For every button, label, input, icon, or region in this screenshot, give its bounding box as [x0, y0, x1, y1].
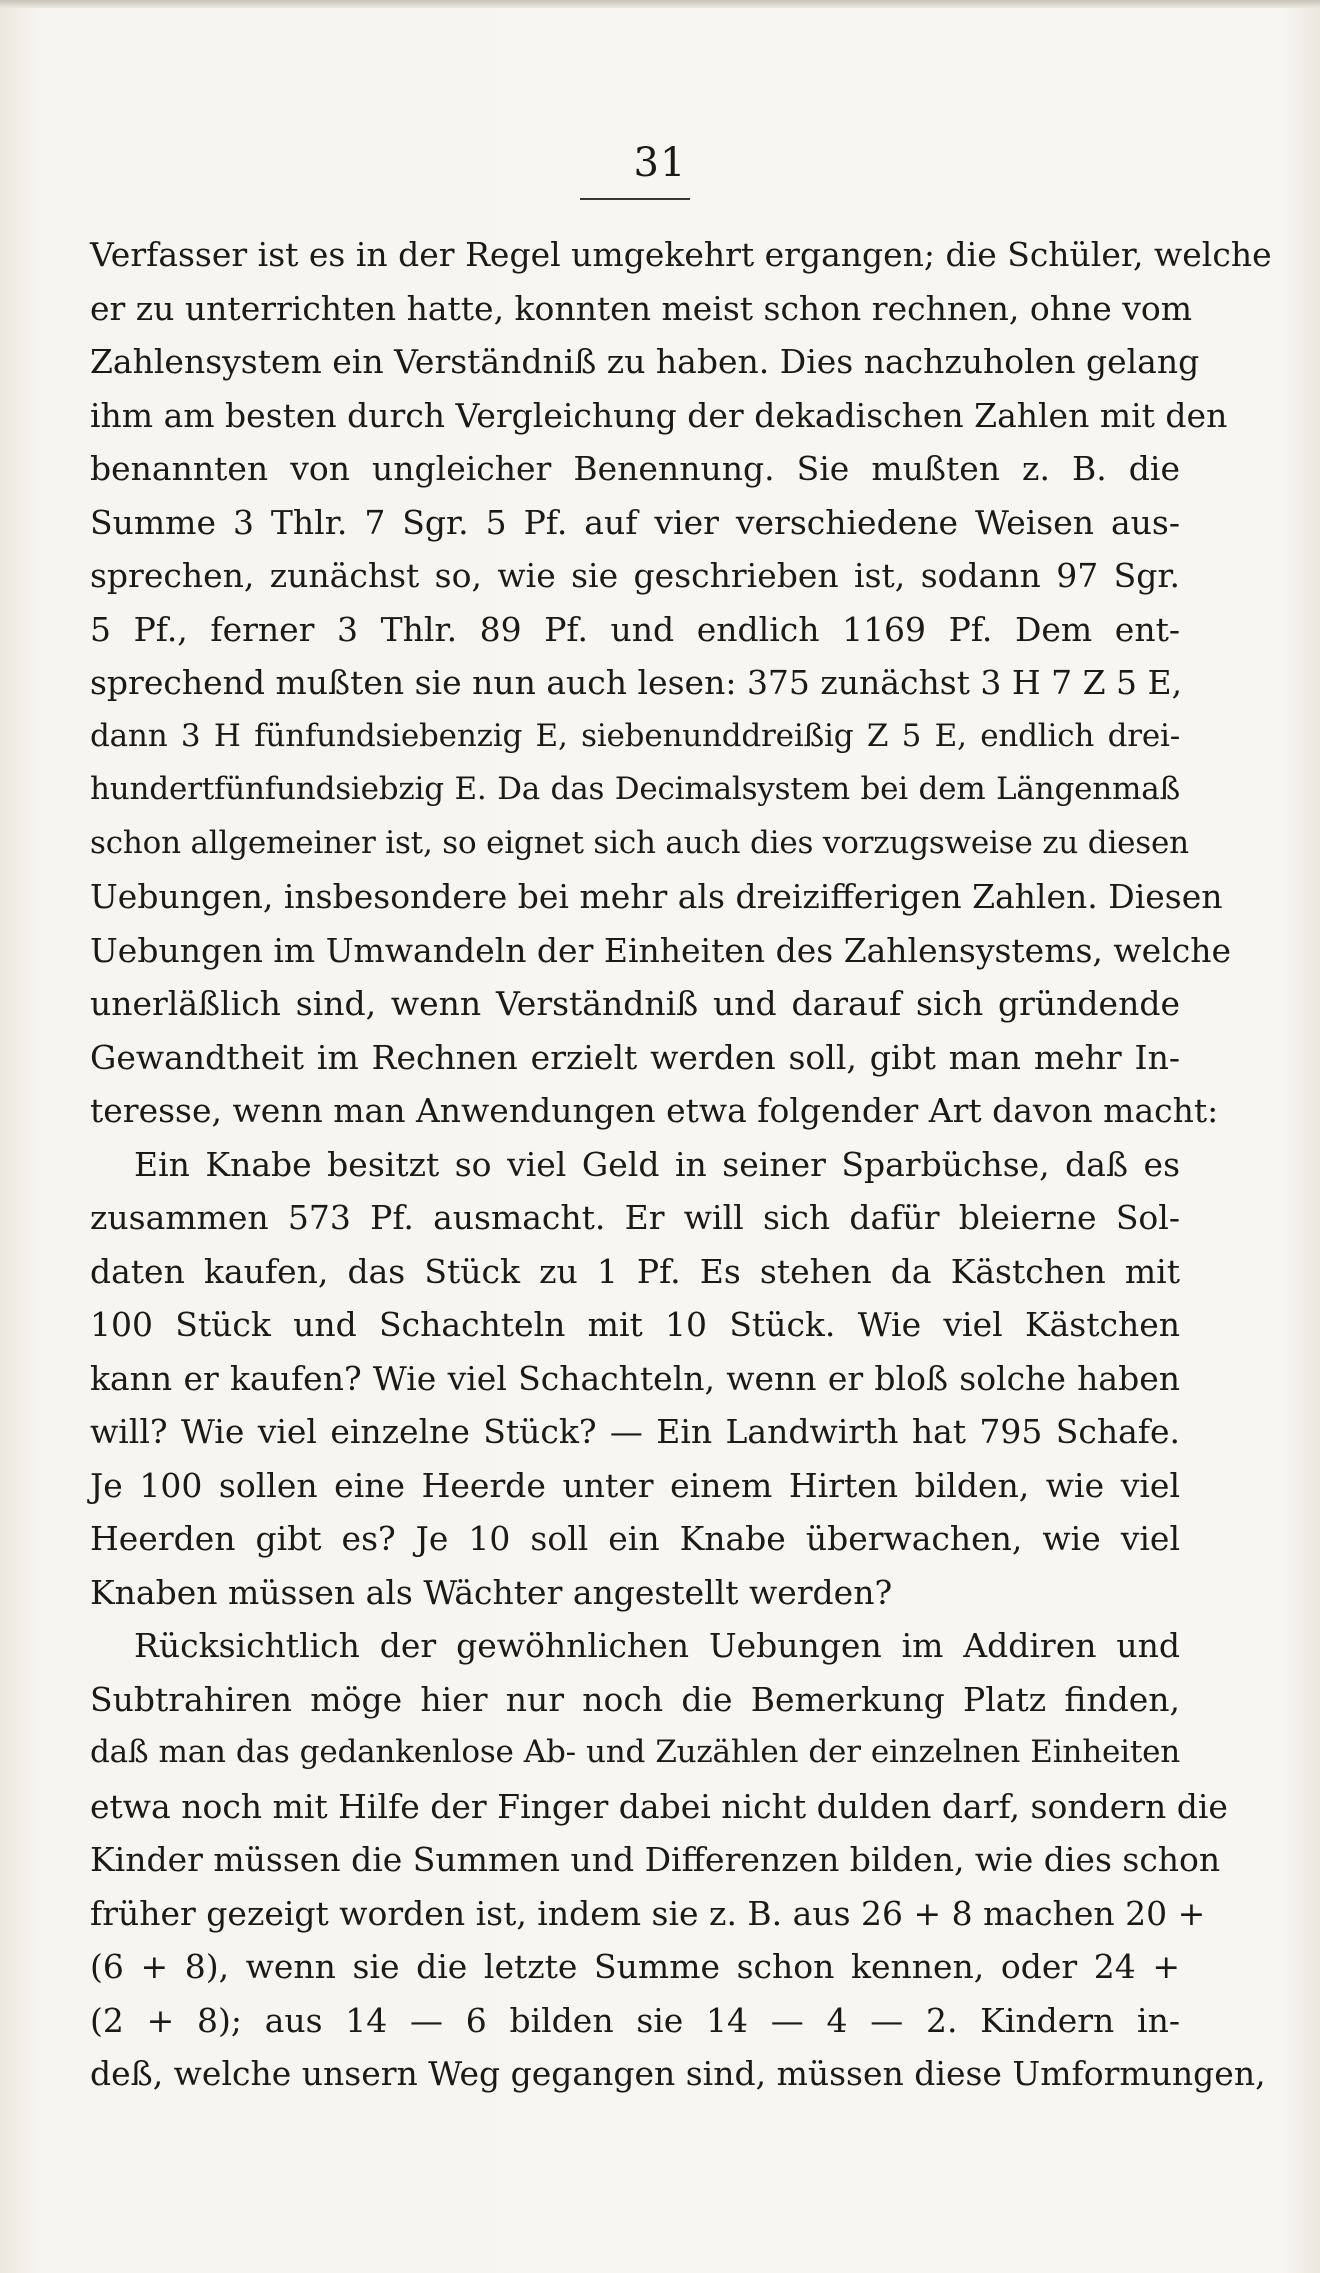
paragraph-end-line: Knaben müssen als Wächter angestellt werden? [90, 1572, 893, 1612]
text-line: sprechend mußten sie nun auch lesen: 375 zunächst 3 H 7 Z 5 E, [90, 663, 1183, 702]
body-text [90, 228, 1272, 2101]
paragraph-start-line: Rücksichtlich der gewöhnlichen Uebungen im Addiren und [134, 1626, 1180, 1665]
text-line: schon allgemeiner ist, so eignet sich auch dies vorzugsweise zu diesen [90, 824, 1189, 861]
text-line: ihm am besten durch Vergleichung der dekadischen Zahlen mit den [90, 395, 1228, 435]
text-line: benannten von ungleicher Benennung. Sie mußten z. B. die [90, 449, 1180, 488]
text-line: Uebungen im Umwandeln der Einheiten des Zahlensystems, welche [90, 930, 1231, 970]
text-line: will? Wie viel einzelne Stück? — Ein Landwirth hat 795 Schafe. [90, 1412, 1180, 1451]
text-line: sprechen, zunächst so, wie sie geschrieben ist, sodann 97 Sgr. [90, 556, 1180, 595]
header-rule [580, 198, 690, 200]
text-line: daß man das gedankenlose Ab- und Zuzählen der einzelnen Einheiten [90, 1734, 1180, 1770]
text-line: 100 Stück und Schachteln mit 10 Stück. Wie viel Kästchen [90, 1305, 1180, 1344]
text-line: Je 100 sollen eine Heerde unter einem Hirten bilden, wie viel [90, 1465, 1180, 1505]
text-line: er zu unterrichten hatte, konnten meist schon rechnen, ohne vom [90, 288, 1193, 328]
text-line: zusammen 573 Pf. ausmacht. Er will sich dafür bleierne Sol- [90, 1198, 1180, 1237]
text-line: (2 + 8); aus 14 — 6 bilden sie 14 — 4 — 2. Kindern in- [90, 2000, 1180, 2040]
text-line: Uebungen, insbesondere bei mehr als dreizifferigen Zahlen. Diesen [90, 877, 1223, 916]
text-line: Zahlensystem ein Verständniß zu haben. Dies nachzuholen gelang [90, 342, 1200, 381]
paragraph-start-line: Ein Knabe besitzt so viel Geld in seiner Sparbüchse, daß es [134, 1144, 1180, 1184]
text-line: deß, welche unsern Weg gegangen sind, müssen diese Umformungen, [90, 2054, 1266, 2093]
text-line: Heerden gibt es? Je 10 soll ein Knabe überwachen, wie viel [90, 1519, 1180, 1558]
text-line: Summe 3 Thlr. 7 Sgr. 5 Pf. auf vier verschiedene Weisen aus- [90, 502, 1180, 542]
text-line: teresse, wenn man Anwendungen etwa folgender Art davon macht: [90, 1091, 1219, 1130]
text-line: Subtrahiren möge hier nur noch die Bemerkung Platz finden, [90, 1679, 1180, 1719]
text-line: (6 + 8), wenn sie die letzte Summe schon kennen, oder 24 + [90, 1947, 1180, 1986]
text-line: früher gezeigt worden ist, indem sie z. B. aus 26 + 8 machen 20 + [90, 1893, 1206, 1933]
text-line: hundertfünfundsiebzig E. Da das Decimalsystem bei dem Längenmaß [90, 771, 1180, 807]
text-line: daten kaufen, das Stück zu 1 Pf. Es stehen da Kästchen mit [90, 1251, 1180, 1291]
text-line: Kinder müssen die Summen und Differenzen bilden, wie dies schon [90, 1840, 1221, 1879]
page-top-edge [0, 0, 1320, 8]
text-line: Gewandtheit im Rechnen erzielt werden soll, gibt man mehr In- [90, 1037, 1180, 1077]
text-line: etwa noch mit Hilfe der Finger dabei nicht dulden darf, sondern die [90, 1786, 1228, 1826]
text-line: unerläßlich sind, wenn Verständniß und darauf sich gründende [90, 984, 1180, 1023]
text-line: dann 3 H fünfundsiebenzig E, siebenunddreißig Z 5 E, endlich drei- [90, 717, 1180, 754]
page-number: 31 [633, 140, 687, 186]
text-line: kann er kaufen? Wie viel Schachteln, wenn er bloß solche haben [90, 1358, 1180, 1398]
text-line: Verfasser ist es in der Regel umgekehrt ergangen; die Schüler, welche [90, 235, 1272, 274]
text-line: 5 Pf., ferner 3 Thlr. 89 Pf. und endlich 1169 Pf. Dem ent- [90, 609, 1180, 649]
